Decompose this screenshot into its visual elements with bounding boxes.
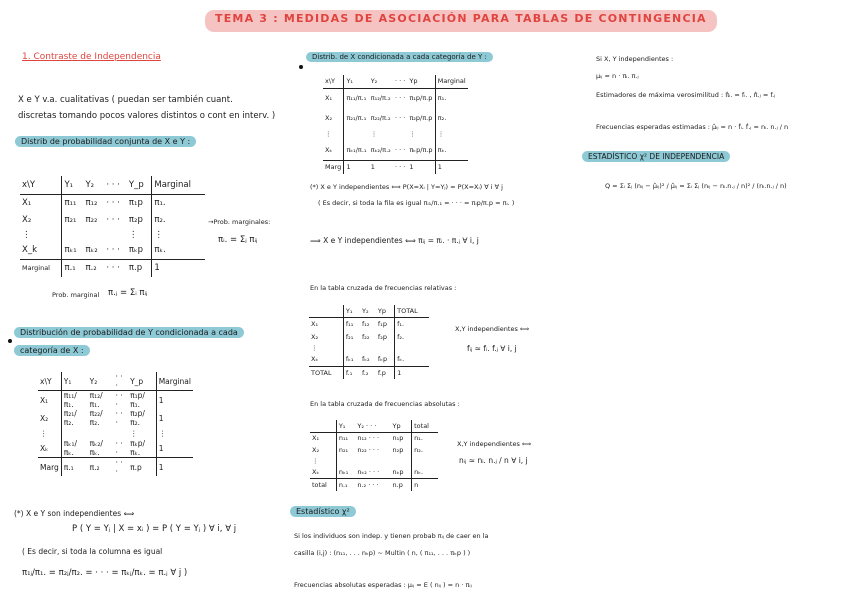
table-row xyxy=(323,88,468,108)
table-cell: ⋮ xyxy=(312,457,319,465)
table-cell: X₁ xyxy=(309,317,343,330)
table-cell: f₁. xyxy=(395,317,429,330)
table-cell: Marg xyxy=(323,160,344,174)
chi-square-line-1: Si los individuos son indep. y tienen probab πᵢⱼ de caer en la xyxy=(294,532,489,540)
table-row xyxy=(310,444,438,456)
table-cell: f₁₁ xyxy=(343,317,360,330)
table-cell: 1 xyxy=(344,160,369,174)
table-cell: n₁₁ xyxy=(336,432,355,444)
table-cell: nₖ₂ · · · xyxy=(357,467,380,476)
table-cell: total xyxy=(310,478,336,491)
table-cell: n₂. xyxy=(412,444,438,456)
conditional-y-table xyxy=(38,372,193,476)
table-cell xyxy=(391,456,412,466)
table-cell: πₖp/π.p xyxy=(409,145,433,154)
independence-x-line-a: (*) X e Y independientes ⟺ P(X=Xᵢ | Y=Yⱼ) = P(X=Xᵢ) ∀ i ∀ j xyxy=(310,183,503,191)
col-header: · · · xyxy=(106,179,120,190)
table-cell: ⋮ xyxy=(40,428,48,438)
table-cell: π₁. xyxy=(152,194,205,211)
table-cell: · · · xyxy=(106,214,120,225)
conditional-x-heading: Distrib. de X condicionada a cada categoría de Y : xyxy=(306,52,493,62)
right-line-4: Frecuencias esperadas estimadas : μ̂ᵢⱼ = n · f̂ᵢ. f̂.ⱼ = nᵢ. n.ⱼ / n xyxy=(596,123,789,131)
relative-frequency-table xyxy=(309,305,429,379)
joint-probability-table xyxy=(20,176,205,277)
table-cell xyxy=(114,427,129,439)
table-cell: ⋮ xyxy=(152,228,205,242)
table-row xyxy=(310,456,438,466)
table-cell: X₂ xyxy=(22,214,32,225)
table-cell: TOTAL xyxy=(309,366,343,379)
table-row xyxy=(20,194,205,211)
right-line-3: Estimadores de máxima verosimilitud : π̂ᵢ. = fᵢ. , π̂.ⱼ = f.ⱼ xyxy=(596,91,776,99)
table-cell: 1 xyxy=(369,160,393,174)
table-cell xyxy=(104,228,127,242)
table-cell: ⋮ xyxy=(128,230,138,240)
table-cell: f₂p xyxy=(377,332,387,341)
table-cell: πₖp/πₖ. xyxy=(130,439,146,457)
table-cell: π.₂ xyxy=(88,458,114,477)
table-cell: ⋮ xyxy=(325,130,332,138)
col-header: · · · xyxy=(115,372,123,390)
chi-square-heading: Estadístico χ² xyxy=(290,506,356,517)
table-cell: fₖp xyxy=(377,355,388,364)
col-header: · · · xyxy=(394,77,406,86)
table-cell: πₖ₂/π.₂ xyxy=(370,145,391,154)
table-cell: ⋮ xyxy=(435,128,468,140)
col-header: Y₁ xyxy=(61,372,87,391)
table-cell: n₂p xyxy=(392,446,404,454)
table-cell: · · · xyxy=(114,458,129,477)
right-line-2: μᵢⱼ = n · πᵢ. π.ⱼ xyxy=(596,72,639,80)
marginal-label: →Prob. marginales: xyxy=(208,218,271,226)
table-cell: πₖ₁/π.₁ xyxy=(344,140,369,160)
table-cell xyxy=(336,456,355,466)
absolute-independence-formula: nᵢⱼ ≃ nᵢ. n.ⱼ / n ∀ i, j xyxy=(459,456,528,465)
table-corner: x\Y xyxy=(40,376,52,386)
total-row xyxy=(309,366,429,379)
table-cell: 1 xyxy=(156,391,193,410)
marginal-row xyxy=(38,458,193,477)
col-header: Yp xyxy=(409,77,418,86)
table-cell: πₖ. xyxy=(435,140,468,160)
table-row xyxy=(38,439,193,458)
table-cell: π.p xyxy=(127,259,152,277)
table-cell: ⋮ xyxy=(409,130,416,138)
table-cell: πₖ. xyxy=(152,242,205,259)
table-cell: 1 xyxy=(156,458,193,477)
table-cell: · · · xyxy=(104,259,127,277)
table-cell: X₂ xyxy=(312,446,320,454)
table-cell: fₖ. xyxy=(395,353,429,366)
table-row xyxy=(20,242,205,259)
intro-line-2: discretas tomando pocos valores distintos o cont en interv. ) xyxy=(18,111,276,121)
table-cell: ⋮ xyxy=(22,230,31,240)
col-header: Y₂ · · · xyxy=(357,421,377,430)
table-cell: n.₁ xyxy=(336,478,355,491)
table-cell: fₖ₁ xyxy=(343,353,360,366)
table-cell: π.p xyxy=(128,458,156,477)
table-row xyxy=(20,228,205,242)
col-header: Y₂ xyxy=(85,179,95,190)
table-cell: Xₖ xyxy=(325,145,333,154)
table-cell: π₁₁/π₁. xyxy=(61,391,87,410)
table-cell: π₂. xyxy=(435,108,468,128)
independence-condition-1: (*) X e Y son independientes ⟺ xyxy=(14,509,135,518)
col-header: Y₂ xyxy=(370,77,378,86)
table-cell: n₂₁ xyxy=(336,444,355,456)
independence-condition-2: P ( Y = Yⱼ | X = xᵢ ) = P ( Y = Yⱼ ) ∀ i, ∀ j xyxy=(72,524,237,534)
relative-freq-heading: En la tabla cruzada de frecuencias relativas : xyxy=(310,284,457,292)
table-cell: π.₂ xyxy=(83,259,104,277)
chi-square-line-2: casilla (i,j) : (n₁₁, . . . nₖp) ~ Multin ( n, ( π₁₁, . . . πₖp ) ) xyxy=(294,549,471,557)
table-cell: πₖ₁/πₖ. xyxy=(61,439,87,458)
table-cell: π₂₁/π.₁ xyxy=(344,108,369,128)
independence-x-line-c: ⟹ X e Y independientes ⟺ πᵢⱼ = πᵢ. · π.ⱼ ∀ i, j xyxy=(310,236,479,245)
table-cell: · · · xyxy=(104,194,127,211)
table-cell: ⋮ xyxy=(130,428,138,438)
table-cell: π₂₁ xyxy=(62,211,84,228)
marginal-row xyxy=(20,259,205,277)
table-cell: π₁₁ xyxy=(62,194,84,211)
prob-marginal-formula: π.ⱼ = Σᵢ πᵢⱼ xyxy=(108,288,148,298)
table-cell: n₂₂ · · · xyxy=(357,446,380,454)
col-header: Marginal xyxy=(435,75,468,88)
table-cell: π₁₂ xyxy=(83,194,104,211)
table-cell: π₁p/π.p xyxy=(407,88,435,108)
table-cell: π₂p/π₂. xyxy=(130,409,145,427)
table-cell: X₁ xyxy=(20,194,62,211)
col-header: Y₁ xyxy=(344,75,369,88)
table-cell: · · · xyxy=(106,245,120,256)
prob-marginal-label: Prob. marginal xyxy=(52,291,100,299)
table-cell xyxy=(376,343,395,353)
table-cell: ⋮ xyxy=(311,344,318,352)
table-corner: x\Y xyxy=(325,77,336,86)
table-cell: n₁. xyxy=(412,432,438,444)
table-row xyxy=(310,432,438,444)
relative-independence-formula: fᵢⱼ ≃ fᵢ. f.ⱼ ∀ i, j xyxy=(467,344,517,353)
table-cell: X₂ xyxy=(311,332,319,341)
table-cell: nₖ. xyxy=(412,466,438,478)
table-cell: f.p xyxy=(376,366,395,379)
col-header: Marginal xyxy=(156,372,193,391)
table-cell: π₁₂/π.₂ xyxy=(369,88,393,108)
table-cell: π₁p/π₁. xyxy=(128,391,156,410)
table-cell xyxy=(355,456,390,466)
table-row xyxy=(38,409,193,427)
table-cell: X₂ xyxy=(40,413,49,423)
table-cell: · · · xyxy=(394,114,406,122)
table-row xyxy=(323,140,468,160)
table-cell: 1 xyxy=(156,409,193,427)
table-cell: · · · xyxy=(115,439,123,457)
col-header: Y_p xyxy=(130,376,144,386)
table-cell: π₁₁/π.₁ xyxy=(344,88,369,108)
table-cell: f.₁ xyxy=(343,366,360,379)
table-corner: x\Y xyxy=(22,179,36,190)
table-cell: fₖ₂ xyxy=(361,355,370,364)
conditional-x-table xyxy=(323,75,468,174)
col-header: TOTAL xyxy=(395,305,429,317)
col-header: Y₂ xyxy=(361,306,369,315)
table-cell: · · · xyxy=(114,391,129,410)
table-cell: 1 xyxy=(407,160,435,174)
conditional-y-heading-line-2: categoría de X : xyxy=(14,345,90,356)
table-cell xyxy=(61,427,87,439)
independence-condition-3: ( Es decir, si toda la columna es igual xyxy=(22,547,163,556)
table-cell: π₂p/π.p xyxy=(409,114,433,122)
table-cell: n.₂ · · · xyxy=(355,478,390,491)
independence-x-line-b: ( Es decir, si toda la fila es igual πᵢ₁/π.₁ = · · · = πᵢp/π.p = πᵢ. ) xyxy=(318,199,515,207)
absolute-freq-heading: En la tabla cruzada de frecuencias absolutas : xyxy=(310,400,460,408)
table-cell: · · · xyxy=(393,88,407,108)
table-row xyxy=(323,108,468,128)
chi-square-line-3: Frecuencias absolutas esperadas : μᵢⱼ = E ( nᵢⱼ ) = n · πᵢⱼ xyxy=(294,581,472,589)
col-header: Yp xyxy=(377,306,387,315)
table-cell: ⋮ xyxy=(370,130,378,138)
table-cell: n xyxy=(412,478,438,491)
marginal-formula-row: πᵢ. = Σⱼ πᵢⱼ xyxy=(218,235,258,245)
section-heading-independence: 1. Contraste de Independencia xyxy=(22,52,161,62)
table-row xyxy=(309,343,429,353)
table-row xyxy=(20,211,205,228)
table-cell: f₁p xyxy=(376,317,395,330)
table-cell: π₁p xyxy=(127,194,152,211)
table-cell: π₂₁/π₂. xyxy=(61,409,87,427)
table-cell xyxy=(83,228,104,242)
table-row xyxy=(38,391,193,410)
table-cell: π.₁ xyxy=(61,458,87,477)
table-cell: π₂₂/π₂. xyxy=(89,409,103,427)
table-cell: X_k xyxy=(22,245,37,256)
col-header: Y₁ xyxy=(343,305,360,317)
col-header: Yp xyxy=(392,421,401,430)
table-cell: · · · xyxy=(393,160,407,174)
table-cell: π₁₂/π₁. xyxy=(88,391,114,410)
table-cell xyxy=(360,343,376,353)
table-cell xyxy=(344,128,369,140)
table-cell: Marg xyxy=(38,458,61,477)
table-cell: π₂₂ xyxy=(85,214,98,225)
table-cell: 1 xyxy=(435,160,468,174)
table-cell: X₁ xyxy=(38,391,61,410)
joint-distribution-heading: Distrib de probabilidad conjunta de X e Y : xyxy=(15,136,196,147)
table-row xyxy=(310,466,438,478)
relative-independence-label: X,Y independientes ⟺ xyxy=(455,325,530,333)
table-cell: πₖ₂/πₖ. xyxy=(89,439,103,457)
table-cell: f₂₁ xyxy=(343,330,360,343)
table-cell: Xₖ xyxy=(311,355,319,364)
table-cell: Marginal xyxy=(20,259,62,277)
table-row xyxy=(309,330,429,343)
table-cell: f₁₂ xyxy=(360,317,376,330)
table-cell: X₁ xyxy=(310,432,336,444)
col-header: Y₁ xyxy=(336,420,355,432)
table-row xyxy=(309,317,429,330)
col-header: Y₂ xyxy=(89,376,98,386)
table-row xyxy=(323,128,468,140)
right-line-1: Si X, Y independientes : xyxy=(596,55,674,63)
table-cell xyxy=(412,456,438,466)
table-row xyxy=(309,353,429,366)
table-cell: 1 xyxy=(395,366,429,379)
table-cell: f₂. xyxy=(395,330,429,343)
table-cell: π₁. xyxy=(435,88,468,108)
absolute-frequency-table xyxy=(310,420,438,491)
table-cell xyxy=(393,128,407,140)
table-cell: πₖp xyxy=(128,245,144,256)
table-cell: f₂₂ xyxy=(361,332,370,341)
page-title: TEMA 3 : MEDIDAS DE ASOCIACIÓN PARA TABLAS DE CONTINGENCIA xyxy=(205,10,717,32)
table-cell: f.₂ xyxy=(360,366,376,379)
col-header: Marginal xyxy=(152,176,205,194)
table-cell: ⋮ xyxy=(156,427,193,439)
table-cell: Xₖ xyxy=(312,467,320,476)
table-row xyxy=(38,427,193,439)
table-cell: π₂. xyxy=(152,211,205,228)
table-cell: nₖ₁ xyxy=(336,466,355,478)
table-cell: n.p xyxy=(391,478,412,491)
independence-condition-4: π₁ⱼ/π₁. = π₂ⱼ/π₂. = · · · = πₖⱼ/πₖ. = π.ⱼ ∀ j ) xyxy=(22,568,188,578)
q-statistic-formula: Q = Σᵢ Σⱼ (nᵢⱼ − μ̂ᵢⱼ)² / μ̂ᵢⱼ = Σᵢ Σⱼ (nᵢⱼ − nᵢ.n.ⱼ / n)² / (nᵢ.n.ⱼ / n) xyxy=(605,182,787,190)
independence-statistic-heading: ESTADÍSTICO χ² DE INDEPENDENCIA xyxy=(582,151,730,162)
intro-line-1: X e Y v.a. cualitativas ( puedan ser también cuant. xyxy=(18,95,233,105)
table-cell: · · · xyxy=(394,145,406,154)
table-cell: 1 xyxy=(152,259,205,277)
table-cell xyxy=(88,427,114,439)
marginal-row xyxy=(323,160,468,174)
table-cell: · · · xyxy=(115,409,123,427)
table-cell: X₁ xyxy=(323,88,344,108)
col-header: Y_p xyxy=(128,179,144,190)
table-cell: n₁₂ · · · xyxy=(355,432,390,444)
table-cell xyxy=(62,228,84,242)
table-cell: nₖp xyxy=(392,467,404,476)
col-header: total xyxy=(412,420,438,432)
absolute-independence-label: X,Y independientes ⟺ xyxy=(457,440,532,448)
table-cell: π.₁ xyxy=(62,259,84,277)
table-cell: 1 xyxy=(156,439,193,458)
table-cell: X₂ xyxy=(325,114,333,122)
table-cell: π₂₂/π.₂ xyxy=(370,114,391,122)
table-cell: n₁p xyxy=(391,432,412,444)
table-cell: π₂p xyxy=(128,214,143,225)
table-cell: Xₖ xyxy=(40,443,49,453)
table-cell xyxy=(343,343,360,353)
col-header: Y₁ xyxy=(62,176,84,194)
total-row xyxy=(310,478,438,491)
table-cell xyxy=(395,343,429,353)
conditional-y-heading-line-1: Distribución de probabilidad de Y condicionada a cada xyxy=(14,327,244,338)
table-cell: πₖ₂ xyxy=(85,245,98,256)
table-cell: πₖ₁ xyxy=(62,242,84,259)
